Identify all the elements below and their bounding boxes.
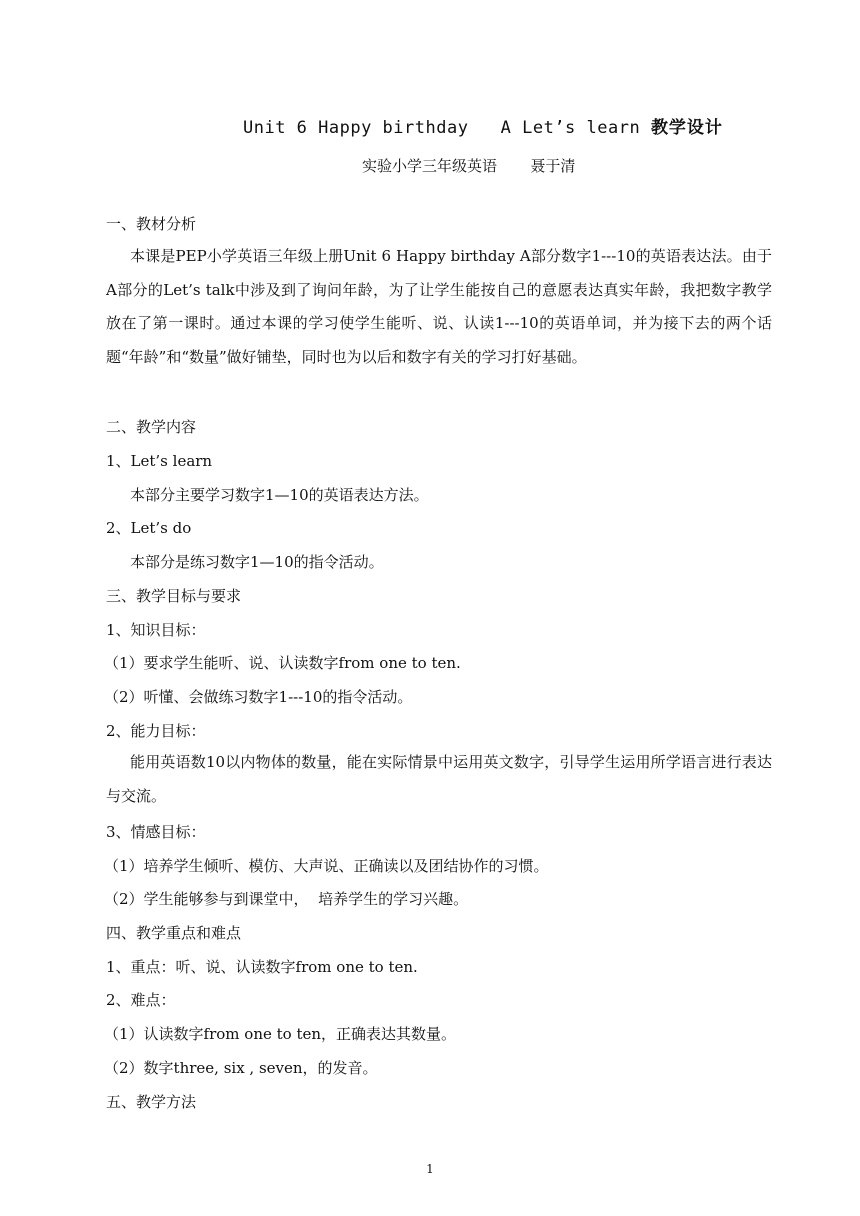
section-4-item-2-a: （1）认读数字from one to ten，正确表达其数量。 [104,1025,457,1043]
title-english: Unit 6 Happy birthday A Let’s learn [243,118,651,138]
section-2-item-2: 2、Let’s do [106,519,192,537]
page-number: 1 [426,1162,434,1176]
section-3-sub-1-b: （2）听懂、会做练习数字1---10的指令活动。 [104,688,413,706]
section-4-item-2-b: （2）数字three, six , seven，的发音。 [104,1059,378,1077]
section-4-item-2: 2、难点： [106,991,176,1009]
section-heading-3: 三、教学目标与要求 [106,587,242,605]
section-2-item-1: 1、Let’s learn [106,452,213,470]
section-3-sub-1: 1、知识目标： [106,621,206,639]
section-3-sub-1-a: （1）要求学生能听、说、认读数字from one to ten. [104,654,461,672]
section-3-sub-3-a: （1）培养学生倾听、模仿、大声说、正确读以及团结协作的习惯。 [104,857,549,875]
section-heading-1: 一、教材分析 [106,215,197,233]
section-heading-4: 四、教学重点和难点 [106,924,242,942]
section-4-item-1: 1、重点：听、说、认读数字from one to ten. [106,958,418,976]
section-3-sub-3: 3、情感目标： [106,823,206,841]
section-2-item-1-desc: 本部分主要学习数字1—10的英语表达方法。 [130,486,429,504]
section-2-item-2-desc: 本部分是练习数字1—10的指令活动。 [130,553,384,571]
section-3-sub-2: 2、能力目标： [106,722,206,740]
title-chinese: 教学设计 [650,118,723,138]
section-heading-2: 二、教学内容 [106,418,197,436]
section-1-paragraph: 本课是PEP小学英语三年级上册Unit 6 Happy birthday A部分数字1---10的英语表达法。由于A部分的Let’s talk中涉及到了询问年龄，为了让学生能按自己的意愿表达真实年龄，我把数字教学放在了第一课时。通过本课的学习使学生能听、说、认读1---10的英语单词，并为接下去的两个话题“年龄”和“数量”做好铺垫，同时也为以后和数字有关的学习打好基础。 [106,247,772,366]
section-3-sub-2-paragraph: 能用英语数10以内物体的数量，能在实际情景中运用英文数字，引导学生运用所学语言进行表达与交流。 [106,753,772,805]
section-heading-5: 五、教学方法 [106,1093,197,1111]
section-3-sub-3-b: （2）学生能够参与到课堂中， 培养学生的学习兴趣。 [104,890,469,908]
document-title [243,113,723,138]
author-line: 实验小学三年级英语 聂于清 [362,157,576,175]
